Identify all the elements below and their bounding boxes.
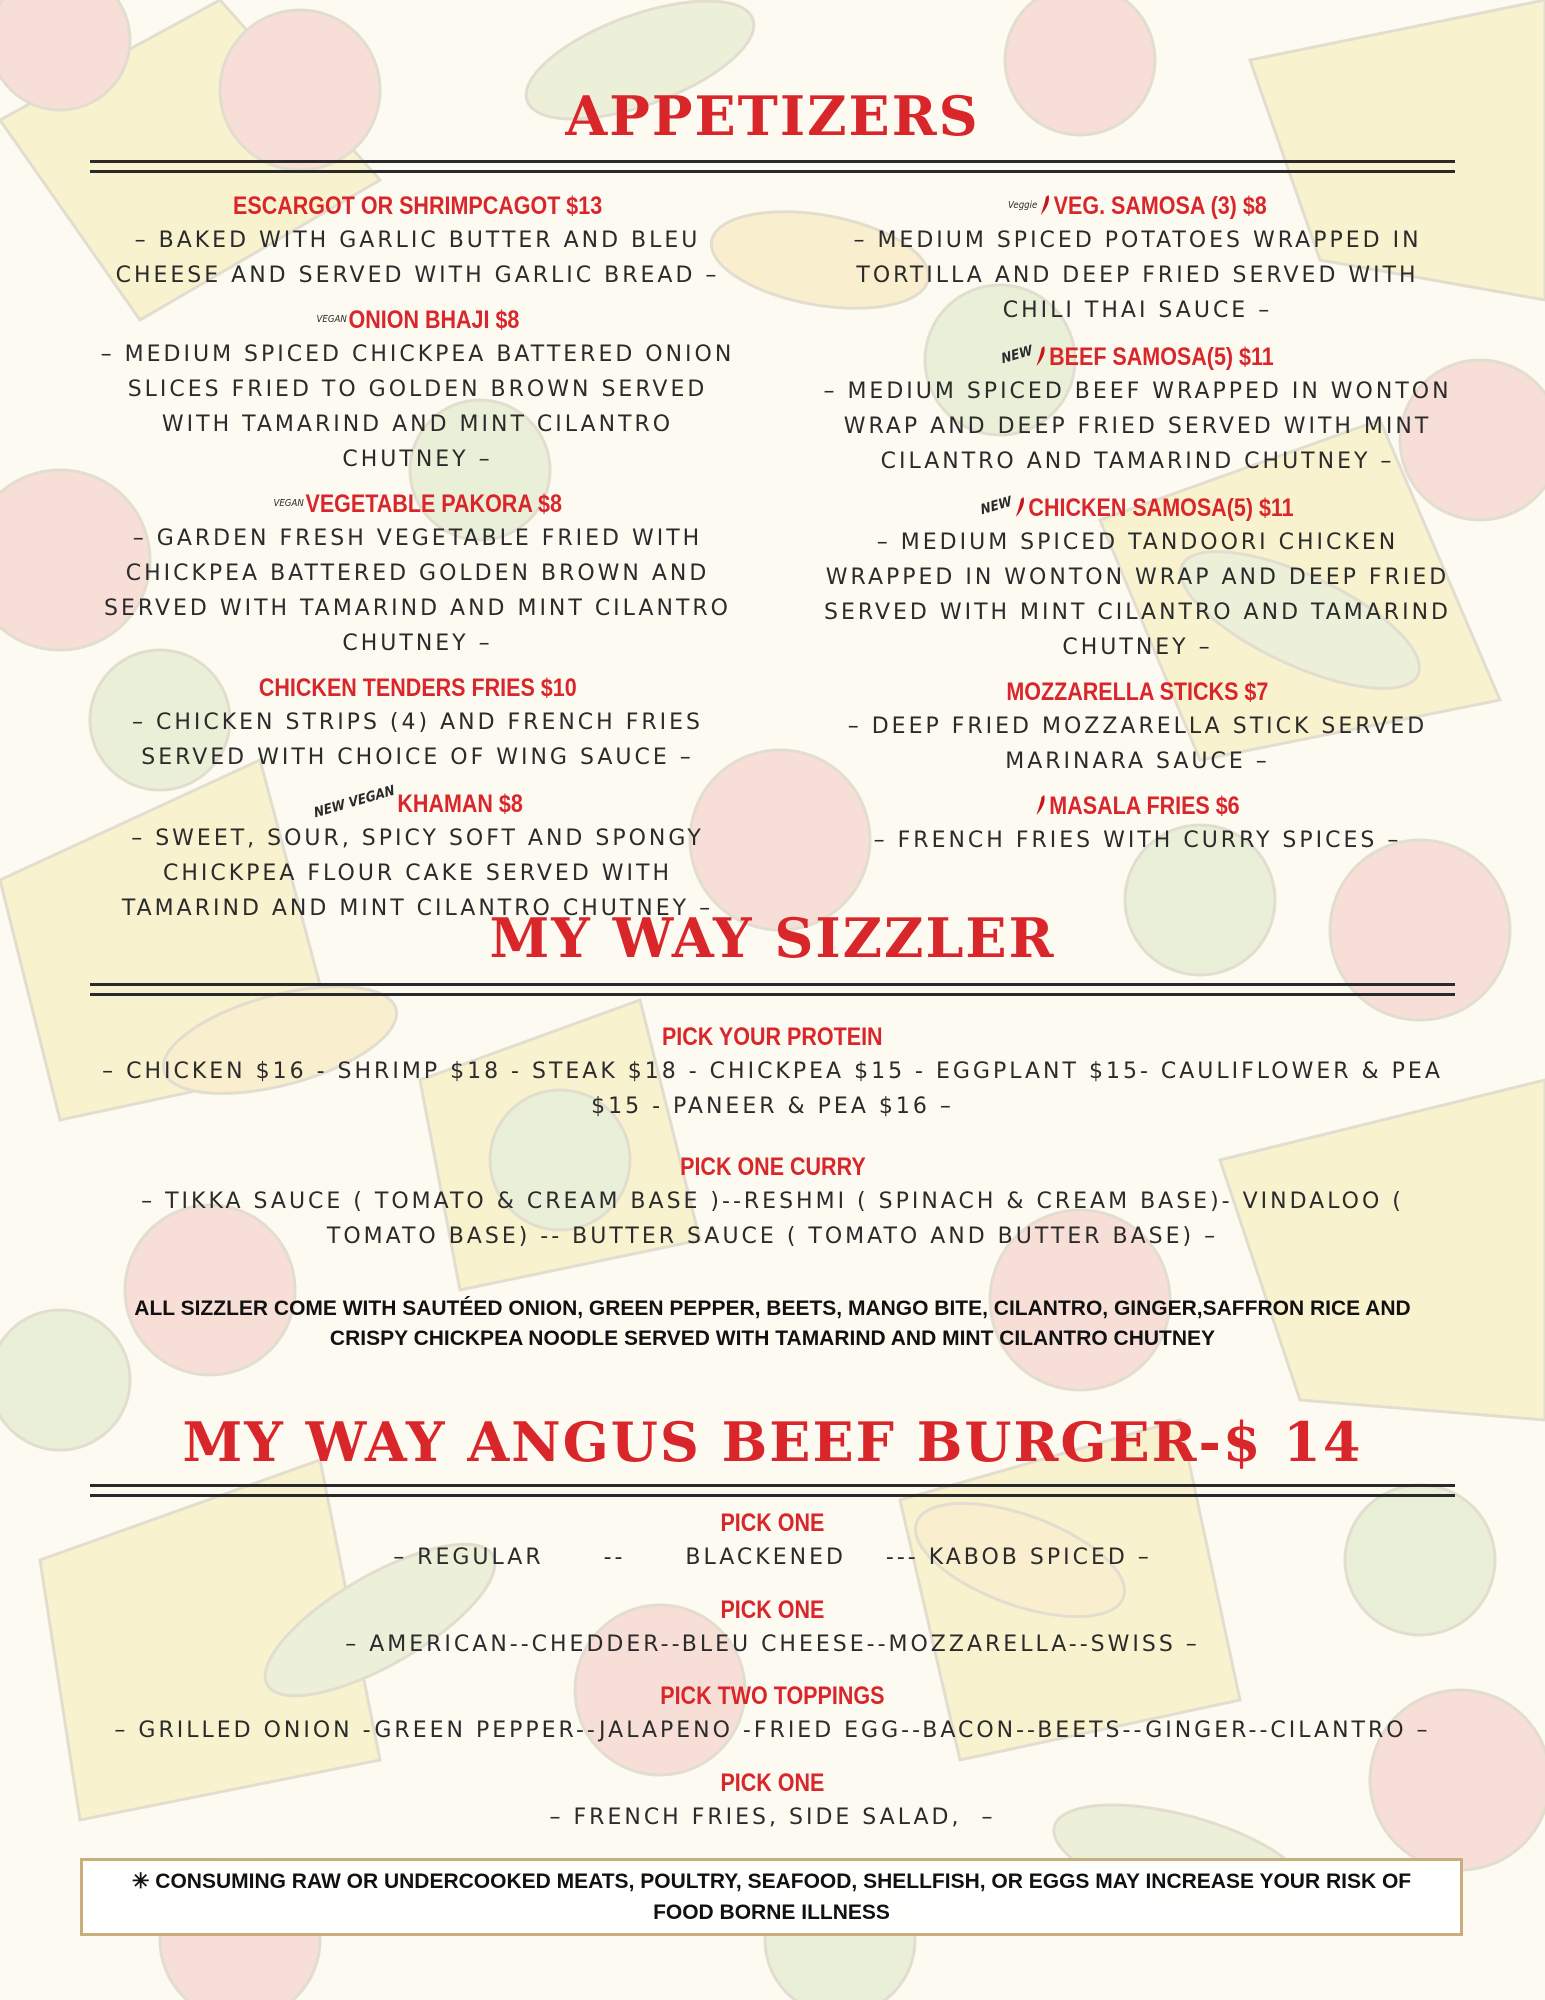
menu-item [95,487,740,661]
new-tag: NEW [979,493,1014,519]
menu-item [95,782,740,926]
option-title: PICK ONE [720,1769,825,1797]
appetizers-title: APPETIZERS [565,84,980,148]
curry-title: PICK ONE CURRY [679,1153,866,1181]
chili-icon [1035,345,1047,367]
option-title: PICK ONE [720,1596,825,1624]
item-title: NEW CHICKEN SAMOSA(5) $11 [981,489,1294,525]
burger-title: MY WAY ANGUS BEEF BURGER-$ 14 [182,1410,1363,1474]
item-title: MASALA FRIES $6 [1035,789,1240,823]
burger-divider [90,1484,1455,1497]
menu-item [95,189,740,293]
sizzler-title: MY WAY SIZZLER [489,906,1056,970]
sizzler-note-text: ALL SIZZLER COME WITH SAUTÉED ONION, GREEN PEPPER, BEETS, MANGO BITE, CILANTRO, GINGER,SAFFRON RICE AND CRISPY CHICKPEA NOODLE SERVED WITH TAMARIND AND MINT CILANTRO CHUTNEY [134,1297,1411,1350]
option-title: PICK ONE [720,1509,825,1537]
item-title: MOZZARELLA STICKS $7 [1006,678,1269,706]
sizzler-protein-block [80,1020,1465,1124]
item-title: NEW VEGANKHAMAN $8 [313,785,523,821]
menu-item [820,489,1455,665]
item-description: – SWEET, SOUR, SPICY SOFT AND SPONGY CHICKPEA FLOUR CAKE SERVED WITH TAMARIND AND MINT CILANTRO CHUTNEY – [121,826,714,921]
food-safety-disclaimer [80,1858,1463,1936]
protein-description: – CHICKEN $16 - SHRIMP $18 - STEAK $18 - CHICKPEA $15 - EGGPLANT $15- CAULIFLOWER & PEA $15 - PANEER & PEA $16 – [102,1059,1443,1119]
protein-title: PICK YOUR PROTEIN [662,1023,883,1051]
sizzler-note [130,1294,1415,1354]
item-title: $^{VEGAN}$VEGETABLE PAKORA $8 [273,490,562,518]
item-description: – MEDIUM SPICED TANDOORI CHICKEN WRAPPED IN WONTON WRAP AND DEEP FRIED SERVED WITH MINT CILANTRO AND TAMARIND CHUTNEY – [824,530,1451,660]
option-description: – AMERICAN--CHEDDER--BLEU CHEESE--MOZZARELLA--SWISS – [345,1632,1200,1657]
burger-option-4 [80,1766,1465,1835]
item-description: – DEEP FRIED MOZZARELLA STICK SERVED MARINARA SAUCE – [847,714,1428,774]
disclaimer-text: ✳ CONSUMING RAW OR UNDERCOOKED MEATS, POULTRY, SEAFOOD, SHELLFISH, OR EGGS MAY INCREASE YOUR RISK OF FOOD BORNE ILLNESS [131,1870,1412,1924]
item-title: $^{VEGAN}$ONION BHAJI $8 [316,306,519,334]
item-description: – GARDEN FRESH VEGETABLE FRIED WITH CHICKPEA BATTERED GOLDEN BROWN AND SERVED WITH TAMARIND AND MINT CILANTRO CHUTNEY – [104,526,731,656]
option-title: PICK TWO TOPPINGS [660,1682,885,1710]
menu-item [820,189,1455,328]
menu-item [95,303,740,477]
menu-item [820,338,1455,479]
item-title: CHICKEN TENDERS FRIES $10 [258,674,577,702]
item-title: $^{Veggie}$ VEG. SAMOSA (3) $8 [1008,192,1267,220]
vegan-tag: VEGAN [273,498,304,509]
option-description: – FRENCH FRIES, SIDE SALAD, – [549,1805,996,1830]
appetizers-left-column [95,189,740,936]
appetizers-right-column [820,189,1455,868]
chili-icon [1014,496,1026,518]
new-tag: NEW [1000,342,1035,368]
burger-option-3 [80,1679,1465,1748]
menu-item [95,671,740,775]
item-title: ESCARGOT OR SHRIMPCAGOT $13 [232,192,603,220]
menu-item [820,675,1455,779]
item-description: – FRENCH FRIES WITH CURRY SPICES – [873,828,1402,853]
sizzler-curry-block [80,1150,1465,1254]
item-description: – MEDIUM SPICED BEEF WRAPPED IN WONTON WRAP AND DEEP FRIED SERVED WITH MINT CILANTRO AND TAMARIND CHUTNEY – [823,379,1452,474]
item-description: – BAKED WITH GARLIC BUTTER AND BLEU CHEESE AND SERVED WITH GARLIC BREAD – [115,228,720,288]
item-title: NEW BEEF SAMOSA(5) $11 [1001,338,1274,374]
item-description: – MEDIUM SPICED CHICKPEA BATTERED ONION SLICES FRIED TO GOLDEN BROWN SERVED WITH TAMARIND AND MINT CILANTRO CHUTNEY – [100,342,735,472]
option-description: – REGULAR -- BLACKENED --- KABOB SPICED – [393,1545,1152,1570]
burger-option-2 [80,1593,1465,1662]
burger-option-1 [80,1506,1465,1575]
vegan-tag: VEGAN [316,314,347,325]
new-vegan-tag: NEW VEGAN [312,782,396,822]
curry-description: – TIKKA SAUCE ( TOMATO & CREAM BASE )--RESHMI ( SPINACH & CREAM BASE)- VINDALOO ( TOMATO BASE) -- BUTTER SAUCE ( TOMATO AND BUTTER BASE) – [141,1189,1404,1249]
option-description: – GRILLED ONION -GREEN PEPPER--JALAPENO -FRIED EGG--BACON--BEETS--GINGER--CILANTRO – [114,1718,1431,1743]
chili-icon [1035,794,1047,816]
item-description: – MEDIUM SPICED POTATOES WRAPPED IN TORTILLA AND DEEP FRIED SERVED WITH CHILI THAI SAUCE – [853,228,1422,323]
veggie-tag: Veggie [1008,200,1038,211]
sizzler-divider [90,983,1455,996]
menu-item [820,789,1455,858]
appetizers-divider [90,160,1455,173]
item-description: – CHICKEN STRIPS (4) AND FRENCH FRIES SERVED WITH CHOICE OF WING SAUCE – [131,710,703,770]
chili-icon [1039,194,1051,216]
